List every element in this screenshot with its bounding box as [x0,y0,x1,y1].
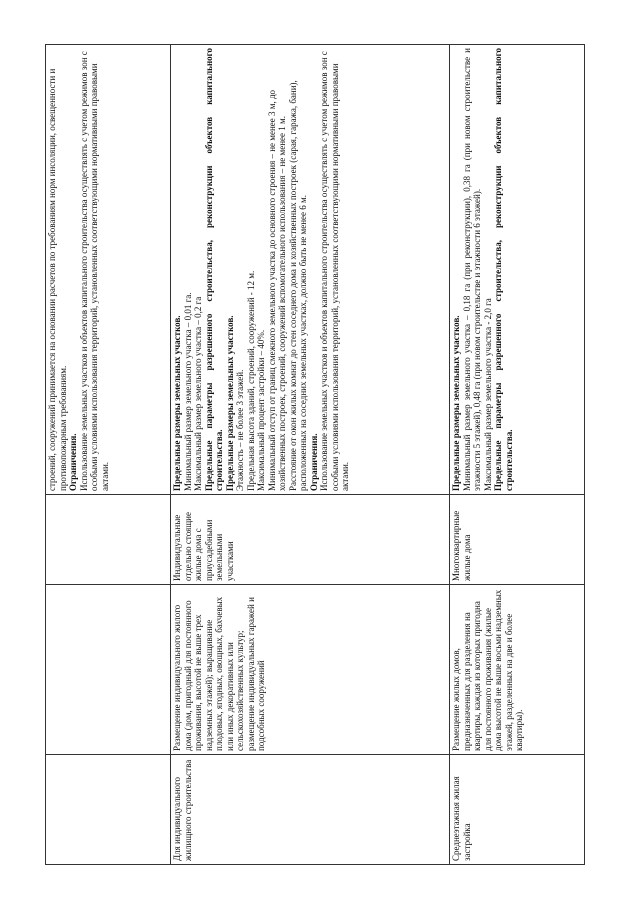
params-cell [450,45,585,495]
description-cell [46,585,171,755]
height: Предельная высота зданий, строений, сооружений - 12 м. [245,270,256,491]
type-cell: Многоквартирные жилые дома [450,495,585,585]
sizes-title: Предельные размеры земельных участков. [172,315,182,491]
zoning-regulations-table [45,44,585,865]
floors: Этажность – не более 3 этажей. [235,369,245,491]
coverage: Максимальный процент застройки – 40%. [256,329,266,491]
min-area: Минимальный размер земельного участка – 0,01 га. [182,292,193,491]
table-row [171,45,450,865]
description-cell: Размещение индивидуального жилого дома (дом, пригодный для постоянного проживания, высотой не выше трех надземных этажей); выращивание плодовых, ягодных, овощных, бахчевых или иных декоративных или сельскохозяйственных культур; размещение индивидуальных гаражей и подсобных сооружений [171,585,450,755]
params-intro: строений, сооружений принимается на основании расчетов по требованиям норм инсоляции, освещенности и противопожарным требованиям. [47,68,68,491]
zone-cell: Среднеэтажная жилая застройка [450,755,585,865]
zone-cell [46,755,171,865]
table-row [450,45,585,865]
sizes-title-2: Предельные размеры земельных участков. [224,315,235,491]
zone-cell: Для индивидуального жилищного строительства [171,755,450,865]
description-cell: Размещение жилых домов, предназначенных для разделения на квартиры, каждая из которых пригодна для постоянного проживания (жилые дома высотой не выше восьми надземных этажей, разделенных на две и более квартиры). [450,585,585,755]
distance: Расстояние от окон жилых комнат до стен соседнего дома и хозяйственных построек (сарая, гаража, бани), расположенных на соседних земельных участках, должно быть не менее 6 м. [287,80,308,491]
max-area: Максимальный размер земельного участка - 2,0 га [482,298,493,491]
limits-title: Предельные параметры разрешенного строительства, реконструкции объектов капитального строительства. [493,48,514,491]
restrictions-title: Ограничения. [308,433,319,491]
rotated-table-wrapper [45,45,585,865]
sizes-title: Предельные размеры земельных участков. [451,315,461,491]
max-area: Максимальный размер земельного участка – 0,2 га [193,296,203,491]
type-cell: Индивидуальные отдельно стоящие жилые дома с приусадебными земельными участками [171,495,450,585]
restrictions-text: Использование земельных участков и объектов капитального строительства осуществлять с учетом режимов зон с особыми условиями использования территорий, установленных соответствующими нормативными правовыми актами. [78,51,110,491]
limits-title: Предельные параметры разрешенного строительства, реконструкции объектов капитального строительства. [203,48,224,491]
table-row [46,45,171,865]
params-cell [46,45,171,495]
setback: Минимальный отступ от границ смежного земельного участка до основного строения – не менее 3 м, до хозяйственных построек, строений, сооружений вспомогательного использования – не менее 1 м. [266,89,287,491]
min-area: Минимальный размер земельного участка – 0,18 га (при реконструкции), 0,38 га (при новом строительстве и этажности 5 этажей), 0,48 га (при новом строительстве и этажности 6 этажей). [461,48,482,491]
restrictions-text: Использование земельных участков и объектов капитального строительства осуществлять с учетом режимов зон с особыми условиями использования территорий, установленных соответствующими нормативными правовыми актами. [319,51,350,491]
type-cell [46,495,171,585]
restrictions-title: Ограничения. [68,433,78,491]
params-cell [171,45,450,495]
